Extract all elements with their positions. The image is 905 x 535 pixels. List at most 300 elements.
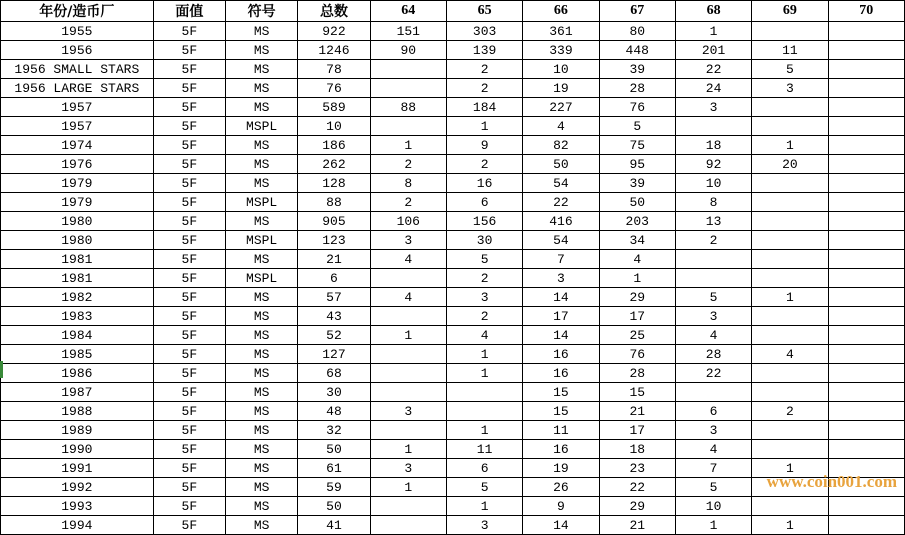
cell-r25-c7: 29 bbox=[599, 497, 675, 516]
cell-r17-c0: 1985 bbox=[1, 345, 154, 364]
cell-r26-c8: 1 bbox=[675, 516, 751, 535]
cell-r7-c2: MS bbox=[225, 155, 297, 174]
cell-r1-c2: MS bbox=[225, 41, 297, 60]
cell-r26-c2: MS bbox=[225, 516, 297, 535]
cell-r24-c10 bbox=[828, 478, 904, 497]
cell-r12-c6: 7 bbox=[523, 250, 599, 269]
cell-r15-c3: 43 bbox=[298, 307, 370, 326]
cell-r11-c1: 5F bbox=[153, 231, 225, 250]
cell-r13-c2: MSPL bbox=[225, 269, 297, 288]
cell-r6-c2: MS bbox=[225, 136, 297, 155]
cell-r23-c0: 1991 bbox=[1, 459, 154, 478]
cell-r3-c9: 3 bbox=[752, 79, 828, 98]
table-row bbox=[1, 212, 905, 231]
cell-r9-c7: 50 bbox=[599, 193, 675, 212]
cell-r1-c9: 11 bbox=[752, 41, 828, 60]
cell-r9-c5: 6 bbox=[446, 193, 522, 212]
cell-r4-c0: 1957 bbox=[1, 98, 154, 117]
cell-r6-c6: 82 bbox=[523, 136, 599, 155]
cell-r2-c8: 22 bbox=[675, 60, 751, 79]
row-marker bbox=[0, 361, 3, 378]
cell-r6-c10 bbox=[828, 136, 904, 155]
cell-r18-c3: 68 bbox=[298, 364, 370, 383]
cell-r11-c3: 123 bbox=[298, 231, 370, 250]
table-row bbox=[1, 421, 905, 440]
column-header-10: 70 bbox=[828, 1, 904, 22]
cell-r1-c3: 1246 bbox=[298, 41, 370, 60]
cell-r1-c6: 339 bbox=[523, 41, 599, 60]
table-row bbox=[1, 231, 905, 250]
cell-r8-c10 bbox=[828, 174, 904, 193]
cell-r10-c7: 203 bbox=[599, 212, 675, 231]
cell-r12-c0: 1981 bbox=[1, 250, 154, 269]
cell-r19-c4 bbox=[370, 383, 446, 402]
cell-r20-c7: 21 bbox=[599, 402, 675, 421]
column-header-1: 面值 bbox=[153, 1, 225, 22]
cell-r12-c2: MS bbox=[225, 250, 297, 269]
cell-r8-c8: 10 bbox=[675, 174, 751, 193]
cell-r24-c3: 59 bbox=[298, 478, 370, 497]
cell-r15-c2: MS bbox=[225, 307, 297, 326]
cell-r13-c8 bbox=[675, 269, 751, 288]
cell-r3-c10 bbox=[828, 79, 904, 98]
table-row bbox=[1, 136, 905, 155]
cell-r5-c0: 1957 bbox=[1, 117, 154, 136]
column-header-7: 67 bbox=[599, 1, 675, 22]
table-row bbox=[1, 478, 905, 497]
cell-r25-c3: 50 bbox=[298, 497, 370, 516]
cell-r7-c6: 50 bbox=[523, 155, 599, 174]
table-row bbox=[1, 459, 905, 478]
cell-r15-c7: 17 bbox=[599, 307, 675, 326]
cell-r20-c6: 15 bbox=[523, 402, 599, 421]
cell-r19-c6: 15 bbox=[523, 383, 599, 402]
cell-r25-c10 bbox=[828, 497, 904, 516]
cell-r17-c10 bbox=[828, 345, 904, 364]
cell-r11-c2: MSPL bbox=[225, 231, 297, 250]
cell-r22-c8: 4 bbox=[675, 440, 751, 459]
table-row bbox=[1, 269, 905, 288]
cell-r14-c7: 29 bbox=[599, 288, 675, 307]
cell-r11-c6: 54 bbox=[523, 231, 599, 250]
site-watermark: www.coin001.com bbox=[766, 472, 897, 491]
cell-r26-c4 bbox=[370, 516, 446, 535]
cell-r15-c0: 1983 bbox=[1, 307, 154, 326]
cell-r26-c10 bbox=[828, 516, 904, 535]
cell-r2-c0: 1956 SMALL STARS bbox=[1, 60, 154, 79]
cell-r0-c3: 922 bbox=[298, 22, 370, 41]
column-header-9: 69 bbox=[752, 1, 828, 22]
cell-r6-c5: 9 bbox=[446, 136, 522, 155]
cell-r11-c10 bbox=[828, 231, 904, 250]
table-row bbox=[1, 326, 905, 345]
cell-r13-c9 bbox=[752, 269, 828, 288]
cell-r4-c3: 589 bbox=[298, 98, 370, 117]
cell-r3-c8: 24 bbox=[675, 79, 751, 98]
table-row bbox=[1, 174, 905, 193]
cell-r16-c8: 4 bbox=[675, 326, 751, 345]
cell-r18-c0: 1986 bbox=[1, 364, 154, 383]
table-row bbox=[1, 193, 905, 212]
cell-r2-c10 bbox=[828, 60, 904, 79]
cell-r21-c1: 5F bbox=[153, 421, 225, 440]
cell-r25-c5: 1 bbox=[446, 497, 522, 516]
cell-r26-c9: 1 bbox=[752, 516, 828, 535]
cell-r23-c10 bbox=[828, 459, 904, 478]
cell-r24-c7: 22 bbox=[599, 478, 675, 497]
cell-r4-c6: 227 bbox=[523, 98, 599, 117]
cell-r22-c5: 11 bbox=[446, 440, 522, 459]
cell-r22-c7: 18 bbox=[599, 440, 675, 459]
cell-r14-c1: 5F bbox=[153, 288, 225, 307]
cell-r4-c1: 5F bbox=[153, 98, 225, 117]
cell-r17-c6: 16 bbox=[523, 345, 599, 364]
column-header-3: 总数 bbox=[298, 1, 370, 22]
cell-r8-c9 bbox=[752, 174, 828, 193]
cell-r26-c0: 1994 bbox=[1, 516, 154, 535]
cell-r15-c6: 17 bbox=[523, 307, 599, 326]
cell-r6-c0: 1974 bbox=[1, 136, 154, 155]
cell-r9-c1: 5F bbox=[153, 193, 225, 212]
cell-r20-c1: 5F bbox=[153, 402, 225, 421]
cell-r6-c3: 186 bbox=[298, 136, 370, 155]
cell-r21-c3: 32 bbox=[298, 421, 370, 440]
cell-r5-c7: 5 bbox=[599, 117, 675, 136]
cell-r15-c1: 5F bbox=[153, 307, 225, 326]
cell-r9-c2: MSPL bbox=[225, 193, 297, 212]
cell-r18-c8: 22 bbox=[675, 364, 751, 383]
cell-r23-c3: 61 bbox=[298, 459, 370, 478]
cell-r22-c6: 16 bbox=[523, 440, 599, 459]
table-row bbox=[1, 60, 905, 79]
cell-r18-c2: MS bbox=[225, 364, 297, 383]
cell-r5-c6: 4 bbox=[523, 117, 599, 136]
cell-r13-c4 bbox=[370, 269, 446, 288]
table-row bbox=[1, 364, 905, 383]
cell-r8-c7: 39 bbox=[599, 174, 675, 193]
cell-r1-c7: 448 bbox=[599, 41, 675, 60]
table-row bbox=[1, 288, 905, 307]
cell-r20-c10 bbox=[828, 402, 904, 421]
cell-r4-c5: 184 bbox=[446, 98, 522, 117]
cell-r20-c5 bbox=[446, 402, 522, 421]
cell-r8-c6: 54 bbox=[523, 174, 599, 193]
table-row bbox=[1, 41, 905, 60]
cell-r2-c9: 5 bbox=[752, 60, 828, 79]
cell-r8-c5: 16 bbox=[446, 174, 522, 193]
cell-r2-c6: 10 bbox=[523, 60, 599, 79]
cell-r26-c6: 14 bbox=[523, 516, 599, 535]
cell-r22-c4: 1 bbox=[370, 440, 446, 459]
cell-r21-c10 bbox=[828, 421, 904, 440]
column-header-6: 66 bbox=[523, 1, 599, 22]
cell-r23-c1: 5F bbox=[153, 459, 225, 478]
cell-r18-c1: 5F bbox=[153, 364, 225, 383]
cell-r3-c1: 5F bbox=[153, 79, 225, 98]
cell-r16-c5: 4 bbox=[446, 326, 522, 345]
cell-r17-c9: 4 bbox=[752, 345, 828, 364]
cell-r12-c3: 21 bbox=[298, 250, 370, 269]
cell-r12-c8 bbox=[675, 250, 751, 269]
cell-r18-c5: 1 bbox=[446, 364, 522, 383]
cell-r8-c1: 5F bbox=[153, 174, 225, 193]
cell-r23-c2: MS bbox=[225, 459, 297, 478]
cell-r21-c4 bbox=[370, 421, 446, 440]
cell-r13-c10 bbox=[828, 269, 904, 288]
cell-r13-c5: 2 bbox=[446, 269, 522, 288]
cell-r21-c5: 1 bbox=[446, 421, 522, 440]
cell-r6-c9: 1 bbox=[752, 136, 828, 155]
cell-r7-c8: 92 bbox=[675, 155, 751, 174]
cell-r21-c9 bbox=[752, 421, 828, 440]
cell-r7-c4: 2 bbox=[370, 155, 446, 174]
cell-r0-c4: 151 bbox=[370, 22, 446, 41]
table-row bbox=[1, 383, 905, 402]
cell-r5-c9 bbox=[752, 117, 828, 136]
cell-r5-c3: 10 bbox=[298, 117, 370, 136]
cell-r7-c10 bbox=[828, 155, 904, 174]
cell-r1-c0: 1956 bbox=[1, 41, 154, 60]
cell-r1-c5: 139 bbox=[446, 41, 522, 60]
cell-r10-c0: 1980 bbox=[1, 212, 154, 231]
table-row bbox=[1, 307, 905, 326]
cell-r10-c2: MS bbox=[225, 212, 297, 231]
cell-r22-c9 bbox=[752, 440, 828, 459]
cell-r25-c8: 10 bbox=[675, 497, 751, 516]
cell-r25-c1: 5F bbox=[153, 497, 225, 516]
cell-r11-c4: 3 bbox=[370, 231, 446, 250]
cell-r12-c5: 5 bbox=[446, 250, 522, 269]
cell-r19-c8 bbox=[675, 383, 751, 402]
cell-r4-c2: MS bbox=[225, 98, 297, 117]
cell-r16-c10 bbox=[828, 326, 904, 345]
cell-r2-c7: 39 bbox=[599, 60, 675, 79]
cell-r14-c5: 3 bbox=[446, 288, 522, 307]
cell-r0-c0: 1955 bbox=[1, 22, 154, 41]
table-row bbox=[1, 117, 905, 136]
cell-r22-c1: 5F bbox=[153, 440, 225, 459]
cell-r26-c7: 21 bbox=[599, 516, 675, 535]
cell-r12-c9 bbox=[752, 250, 828, 269]
cell-r10-c1: 5F bbox=[153, 212, 225, 231]
cell-r14-c6: 14 bbox=[523, 288, 599, 307]
cell-r25-c4 bbox=[370, 497, 446, 516]
cell-r13-c6: 3 bbox=[523, 269, 599, 288]
cell-r13-c3: 6 bbox=[298, 269, 370, 288]
cell-r10-c10 bbox=[828, 212, 904, 231]
cell-r16-c2: MS bbox=[225, 326, 297, 345]
cell-r5-c10 bbox=[828, 117, 904, 136]
cell-r14-c9: 1 bbox=[752, 288, 828, 307]
cell-r0-c9 bbox=[752, 22, 828, 41]
cell-r18-c7: 28 bbox=[599, 364, 675, 383]
cell-r11-c0: 1980 bbox=[1, 231, 154, 250]
cell-r6-c8: 18 bbox=[675, 136, 751, 155]
column-header-0: 年份/造币厂 bbox=[1, 1, 154, 22]
cell-r9-c4: 2 bbox=[370, 193, 446, 212]
cell-r10-c8: 13 bbox=[675, 212, 751, 231]
cell-r21-c8: 3 bbox=[675, 421, 751, 440]
cell-r10-c4: 106 bbox=[370, 212, 446, 231]
cell-r15-c5: 2 bbox=[446, 307, 522, 326]
cell-r20-c4: 3 bbox=[370, 402, 446, 421]
cell-r2-c5: 2 bbox=[446, 60, 522, 79]
cell-r17-c1: 5F bbox=[153, 345, 225, 364]
table-header-row bbox=[1, 1, 905, 22]
cell-r23-c4: 3 bbox=[370, 459, 446, 478]
cell-r13-c0: 1981 bbox=[1, 269, 154, 288]
table-row bbox=[1, 250, 905, 269]
cell-r18-c4 bbox=[370, 364, 446, 383]
cell-r16-c7: 25 bbox=[599, 326, 675, 345]
cell-r12-c10 bbox=[828, 250, 904, 269]
cell-r5-c8 bbox=[675, 117, 751, 136]
cell-r19-c0: 1987 bbox=[1, 383, 154, 402]
cell-r1-c1: 5F bbox=[153, 41, 225, 60]
cell-r24-c1: 5F bbox=[153, 478, 225, 497]
cell-r24-c2: MS bbox=[225, 478, 297, 497]
cell-r3-c2: MS bbox=[225, 79, 297, 98]
cell-r11-c8: 2 bbox=[675, 231, 751, 250]
cell-r26-c5: 3 bbox=[446, 516, 522, 535]
cell-r24-c5: 5 bbox=[446, 478, 522, 497]
cell-r2-c2: MS bbox=[225, 60, 297, 79]
cell-r18-c9 bbox=[752, 364, 828, 383]
cell-r9-c10 bbox=[828, 193, 904, 212]
cell-r9-c6: 22 bbox=[523, 193, 599, 212]
cell-r3-c4 bbox=[370, 79, 446, 98]
table-row bbox=[1, 98, 905, 117]
cell-r14-c0: 1982 bbox=[1, 288, 154, 307]
cell-r20-c8: 6 bbox=[675, 402, 751, 421]
table-row bbox=[1, 516, 905, 535]
cell-r2-c3: 78 bbox=[298, 60, 370, 79]
cell-r22-c2: MS bbox=[225, 440, 297, 459]
cell-r10-c5: 156 bbox=[446, 212, 522, 231]
cell-r20-c3: 48 bbox=[298, 402, 370, 421]
cell-r12-c1: 5F bbox=[153, 250, 225, 269]
cell-r20-c9: 2 bbox=[752, 402, 828, 421]
cell-r18-c6: 16 bbox=[523, 364, 599, 383]
cell-r14-c2: MS bbox=[225, 288, 297, 307]
cell-r0-c8: 1 bbox=[675, 22, 751, 41]
column-header-8: 68 bbox=[675, 1, 751, 22]
cell-r16-c3: 52 bbox=[298, 326, 370, 345]
cell-r19-c7: 15 bbox=[599, 383, 675, 402]
cell-r6-c7: 75 bbox=[599, 136, 675, 155]
cell-r14-c3: 57 bbox=[298, 288, 370, 307]
cell-r25-c6: 9 bbox=[523, 497, 599, 516]
cell-r16-c1: 5F bbox=[153, 326, 225, 345]
cell-r0-c1: 5F bbox=[153, 22, 225, 41]
cell-r2-c4 bbox=[370, 60, 446, 79]
cell-r19-c10 bbox=[828, 383, 904, 402]
cell-r3-c0: 1956 LARGE STARS bbox=[1, 79, 154, 98]
cell-r0-c5: 303 bbox=[446, 22, 522, 41]
cell-r19-c3: 30 bbox=[298, 383, 370, 402]
cell-r23-c6: 19 bbox=[523, 459, 599, 478]
cell-r19-c9 bbox=[752, 383, 828, 402]
column-header-5: 65 bbox=[446, 1, 522, 22]
cell-r5-c4 bbox=[370, 117, 446, 136]
cell-r5-c2: MSPL bbox=[225, 117, 297, 136]
cell-r24-c4: 1 bbox=[370, 478, 446, 497]
cell-r8-c0: 1979 bbox=[1, 174, 154, 193]
table-row bbox=[1, 155, 905, 174]
cell-r3-c6: 19 bbox=[523, 79, 599, 98]
cell-r7-c1: 5F bbox=[153, 155, 225, 174]
cell-r10-c6: 416 bbox=[523, 212, 599, 231]
cell-r3-c5: 2 bbox=[446, 79, 522, 98]
cell-r7-c5: 2 bbox=[446, 155, 522, 174]
cell-r19-c5 bbox=[446, 383, 522, 402]
cell-r17-c8: 28 bbox=[675, 345, 751, 364]
cell-r17-c2: MS bbox=[225, 345, 297, 364]
cell-r20-c0: 1988 bbox=[1, 402, 154, 421]
cell-r3-c7: 28 bbox=[599, 79, 675, 98]
cell-r1-c8: 201 bbox=[675, 41, 751, 60]
cell-r8-c4: 8 bbox=[370, 174, 446, 193]
table-row bbox=[1, 345, 905, 364]
cell-r19-c2: MS bbox=[225, 383, 297, 402]
cell-r21-c0: 1989 bbox=[1, 421, 154, 440]
cell-r3-c3: 76 bbox=[298, 79, 370, 98]
cell-r25-c9 bbox=[752, 497, 828, 516]
cell-r23-c5: 6 bbox=[446, 459, 522, 478]
cell-r19-c1: 5F bbox=[153, 383, 225, 402]
cell-r4-c7: 76 bbox=[599, 98, 675, 117]
cell-r9-c8: 8 bbox=[675, 193, 751, 212]
cell-r21-c7: 17 bbox=[599, 421, 675, 440]
cell-r24-c9 bbox=[752, 478, 828, 497]
cell-r20-c2: MS bbox=[225, 402, 297, 421]
cell-r10-c9 bbox=[752, 212, 828, 231]
cell-r16-c4: 1 bbox=[370, 326, 446, 345]
cell-r13-c7: 1 bbox=[599, 269, 675, 288]
cell-r22-c0: 1990 bbox=[1, 440, 154, 459]
cell-r2-c1: 5F bbox=[153, 60, 225, 79]
table-row bbox=[1, 402, 905, 421]
cell-r10-c3: 905 bbox=[298, 212, 370, 231]
cell-r4-c4: 88 bbox=[370, 98, 446, 117]
cell-r14-c8: 5 bbox=[675, 288, 751, 307]
cell-r26-c1: 5F bbox=[153, 516, 225, 535]
table-row bbox=[1, 22, 905, 41]
cell-r26-c3: 41 bbox=[298, 516, 370, 535]
cell-r9-c0: 1979 bbox=[1, 193, 154, 212]
cell-r14-c10 bbox=[828, 288, 904, 307]
cell-r0-c2: MS bbox=[225, 22, 297, 41]
cell-r13-c1: 5F bbox=[153, 269, 225, 288]
cell-r23-c8: 7 bbox=[675, 459, 751, 478]
cell-r9-c3: 88 bbox=[298, 193, 370, 212]
cell-r24-c0: 1992 bbox=[1, 478, 154, 497]
cell-r11-c5: 30 bbox=[446, 231, 522, 250]
cell-r24-c6: 26 bbox=[523, 478, 599, 497]
cell-r5-c1: 5F bbox=[153, 117, 225, 136]
cell-r15-c8: 3 bbox=[675, 307, 751, 326]
cell-r18-c10 bbox=[828, 364, 904, 383]
cell-r8-c3: 128 bbox=[298, 174, 370, 193]
cell-r17-c5: 1 bbox=[446, 345, 522, 364]
cell-r9-c9 bbox=[752, 193, 828, 212]
column-header-2: 符号 bbox=[225, 1, 297, 22]
cell-r23-c9: 1 bbox=[752, 459, 828, 478]
cell-r12-c7: 4 bbox=[599, 250, 675, 269]
cell-r17-c3: 127 bbox=[298, 345, 370, 364]
table-row bbox=[1, 497, 905, 516]
cell-r22-c3: 50 bbox=[298, 440, 370, 459]
